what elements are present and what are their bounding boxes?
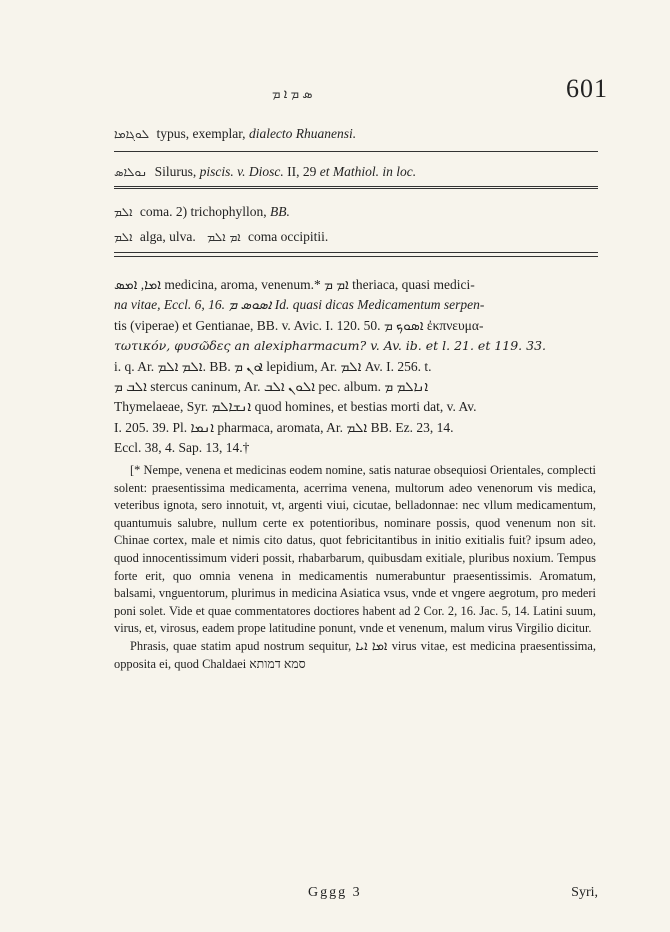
main-entry-line: i. q. Ar. ܐܠܡ ܐܠܡ. BB. ܐܘܢ ܡ lepidium, Ar. ܐܠܡ Av. I. 256. t. <box>114 358 432 374</box>
entry-ref: II, 29 <box>283 164 320 179</box>
entry-text: Silurus, <box>154 164 200 179</box>
main-entry-line: τωτικόν, φυσῶδες an alexipharmacum? v. Av. ib. et l. 21. et 119. 33. <box>114 338 547 354</box>
main-entry-line: Thymelaeae, Syr. ܐܢܫܐܠܡ quod homines, et bestias morti dat, v. Av. <box>114 399 477 415</box>
dictionary-entry <box>114 125 598 143</box>
running-head: ܣ ܡ ܐ ܡ <box>272 86 313 101</box>
main-entry-line: ܐܡܐ, ܐܡܣ medicina, aroma, venenum.* ܐܡ ܡ theriaca, quasi medici- <box>114 277 475 292</box>
commentary-paragraph: Phrasis, quae statim apud nostrum sequitur, ܐܡܐ ܐܝܐ virus vitae, est medicina praesentissima, opposita ei, quod Chaldaei סמא דמותא <box>114 638 596 671</box>
entry-divider <box>114 256 598 257</box>
syriac-headword: ܠܘܓܐܡܐ <box>114 127 150 141</box>
dictionary-entry <box>114 203 598 221</box>
entry-text: coma occipitii. <box>248 229 329 244</box>
entry-italic: piscis. v. Diosc. <box>199 164 284 179</box>
page-number: 601 <box>566 74 608 103</box>
entry-divider <box>114 186 598 189</box>
commentary-block <box>114 462 596 673</box>
entry-text: typus, exemplar, <box>156 126 249 141</box>
dictionary-entry <box>114 228 598 246</box>
syriac-headword: ܐܡ ܐܠܡ <box>207 230 241 244</box>
entry-text: alga, ulva. <box>139 229 196 244</box>
catchword: Syri, <box>571 885 598 900</box>
entry-divider <box>114 252 598 253</box>
syriac-headword: ܐܠܡ <box>114 205 133 219</box>
entry-divider <box>114 151 598 152</box>
main-entry-line: Eccl. 38, 4. Sap. 13, 14.† <box>114 440 250 456</box>
commentary-paragraph: [* Nempe, venena et medicinas eodem nomine, satis naturae obsequiosi Orientales, complecti solent: praesentissima medicamenta, acerrima venena, multorum adeo venenorum vis medica, veteribus ignota, sero innotuit, vt, argenti viui, cicutae, belladonnae: nec vllum medicamentum, quantumuis salubre, nullum certe ex potentioribus, nominare possis, quod venenum non sit. Chinae cortex, male et nimis cito datus, quot febricitantibus in initio exitialis fuit? ipsum adeo, quod innocentissimum videri possit, rhabarbarum, quibusdam exitiale, pluribus noxium. Tempus forte erit, quo omnia venena in medicamentis numerabuntur praesentissimis. Aromatum, balsami, vnguentorum, plurimus in medicina Asiatica vsus, vnde et vngere aegrotum, pro mederi poni solet. Vide et quae commentatores doctiores habent ad 2 Cor. 2, 16. Jac. 5, 14. Latini suum, virus, et, virosus, eadem prope latitudine ponunt, vnde et venenum, malum virus Virgilio dicitur. <box>114 463 596 636</box>
syriac-headword: ܢܘܠܐܣ <box>114 165 148 179</box>
main-entry <box>114 275 596 459</box>
main-entry-line: ܐܠܒ ܡ stercus caninum, Ar. ܐܠܘܢ ܐܠܒ pec. album. ܐܢܐܠܡ ܡ <box>114 379 429 395</box>
main-entry-line: tis (viperae) et Gentianae, BB. v. Avic. I. 120. 50. ܐܣܘܟ ܡ ἐκπνευμα- <box>114 317 484 333</box>
syriac-headword: ܐܠܡ <box>114 230 133 244</box>
main-entry-line: na vitae, Eccl. 6, 16. ܐܣܘܣ ܡ Id. quasi dicas Medicamentum serpen- <box>114 297 485 313</box>
main-entry-line: I. 205. 39. Pl. ܐܢܡܐ pharmaca, aromata, Ar. ܐܠܡ BB. Ez. 23, 14. <box>114 419 454 435</box>
entry-text: coma. 2) trichophyllon, <box>139 204 271 219</box>
entry-italic: BB. <box>270 204 290 219</box>
signature-mark: Gggg 3 <box>308 885 362 900</box>
entry-italic: et Mathiol. in loc. <box>319 164 417 179</box>
dictionary-entry <box>114 163 598 181</box>
entry-italic: dialecto Rhuanensi. <box>248 126 357 141</box>
